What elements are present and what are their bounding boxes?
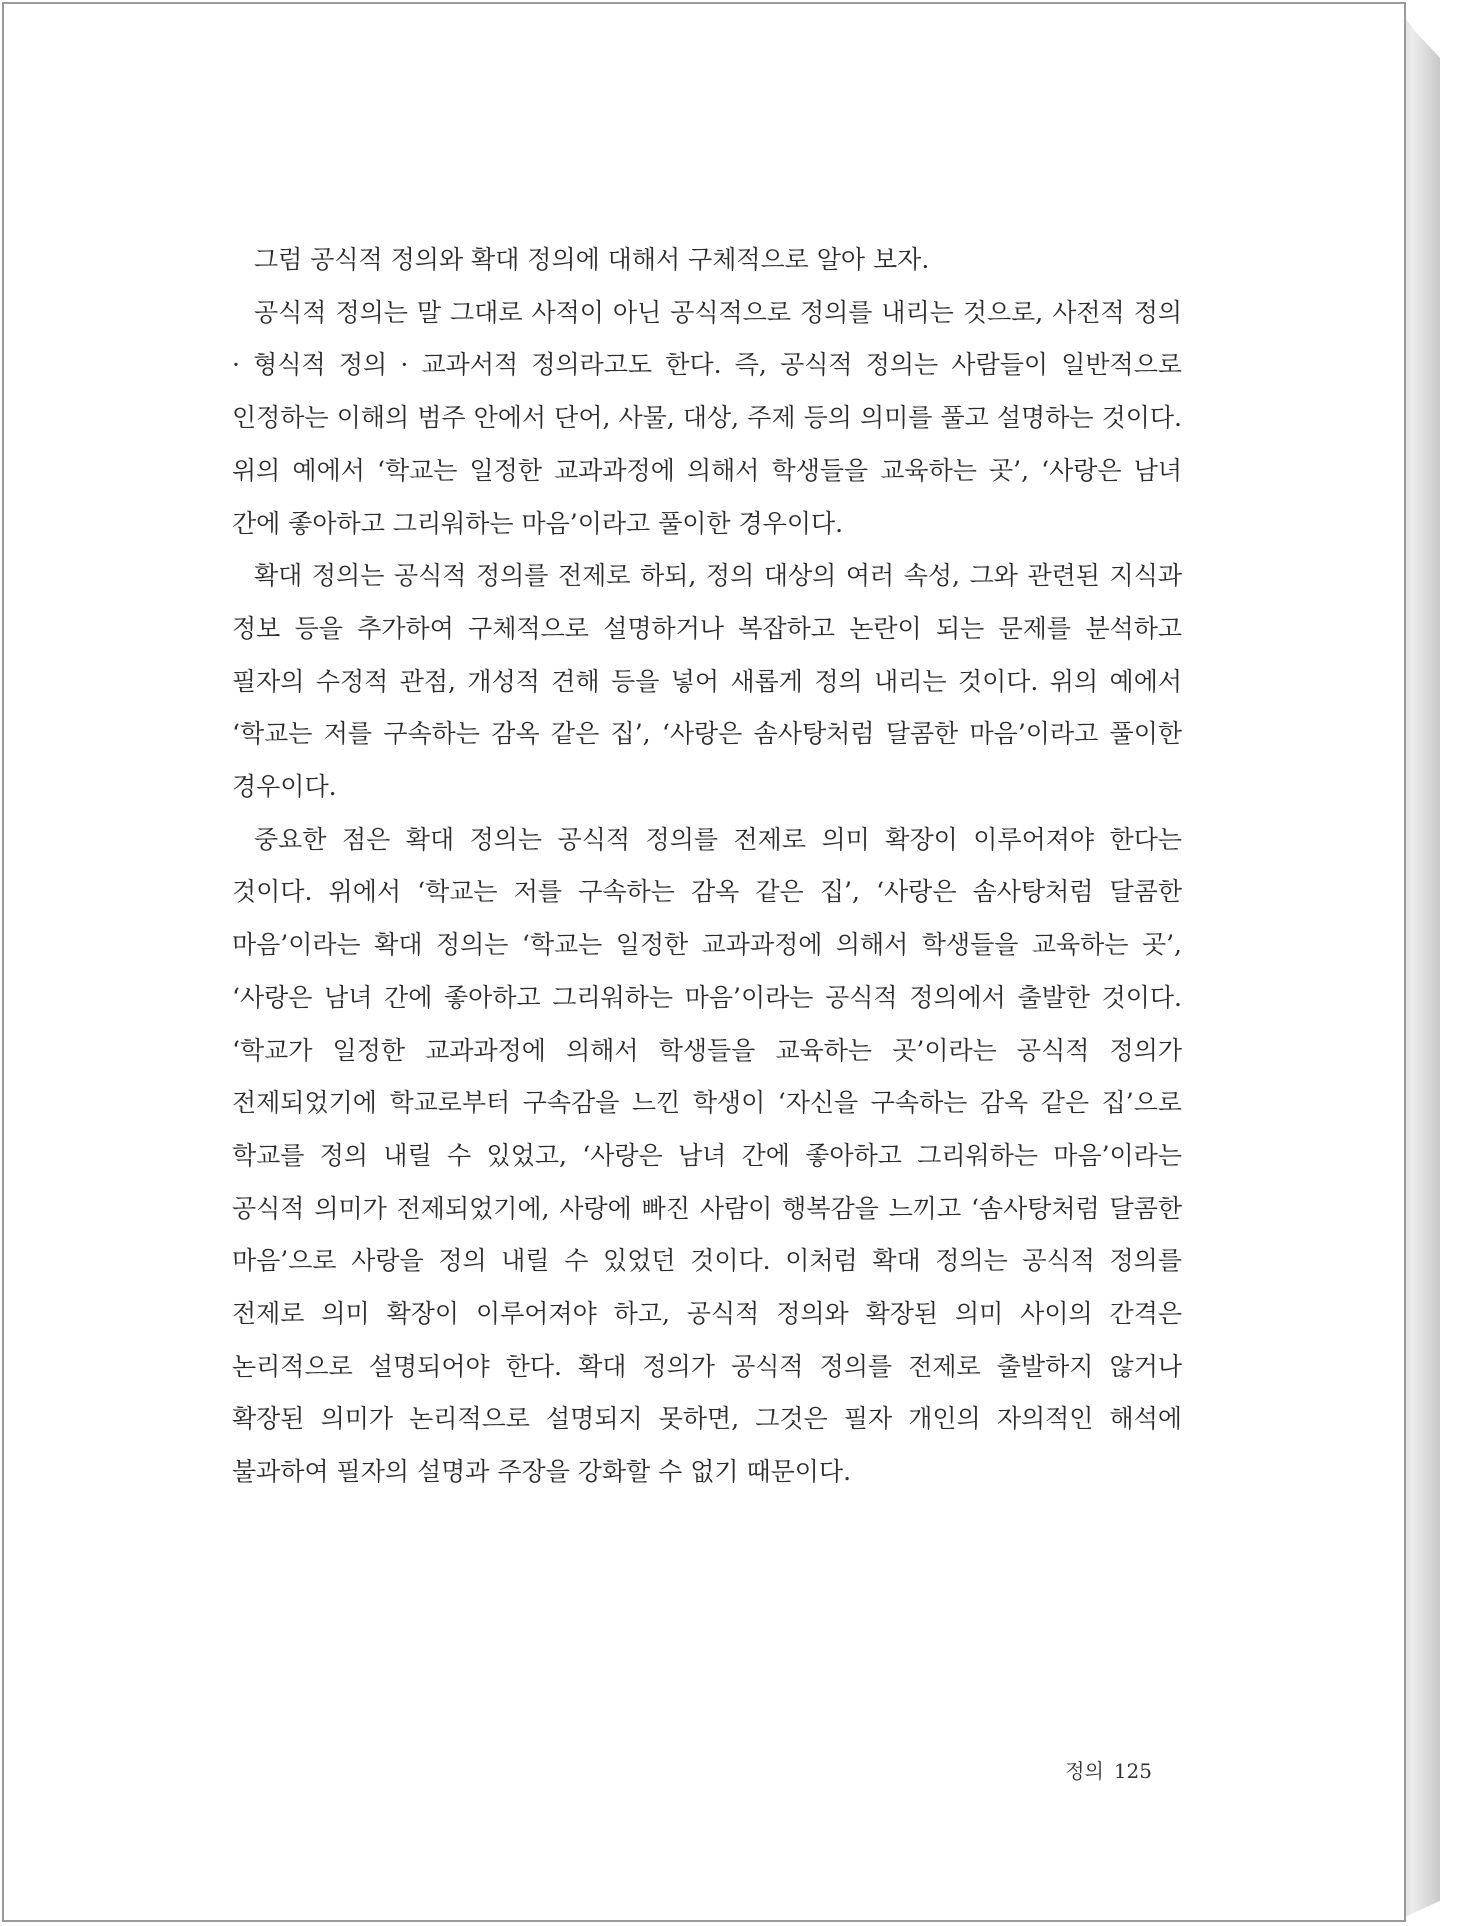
paragraph: 공식적 정의는 말 그대로 사적이 아닌 공식적으로 정의를 내리는 것으로, 사전적 정의 · 형식적 정의 · 교과서적 정의라고도 한다. 즉, 공식적 정의는 사람들이 일반적으로 인정하는 이해의 범주 안에서 단어, 사물, 대상, 주제 등의 의미를 풀고 설명하는 것이다. 위의 예에서 ‘학교는 일정한 교과과정에 의해서 학생들을 교육하는 곳’, ‘사랑은 남녀 간에 좋아하고 그리워하는 마음’이라고 풀이한 경우이다. [232, 297, 1182, 538]
body-text [232, 234, 1182, 1499]
page-footer [1065, 1755, 1152, 1784]
page-number: 125 [1113, 1759, 1152, 1783]
paragraph: 중요한 점은 확대 정의는 공식적 정의를 전제로 의미 확장이 이루어져야 한다는 것이다. 위에서 ‘학교는 저를 구속하는 감옥 같은 집’, ‘사랑은 솜사탕처럼 달콤한 마음’이라는 확대 정의는 ‘학교는 일정한 교과과정에 의해서 학생들을 교육하는 곳’, ‘사랑은 남녀 간에 좋아하고 그리워하는 마음’이라는 공식적 정의에서 출발한 것이다. ‘학교가 일정한 교과과정에 의해서 학생들을 교육하는 곳’이라는 공식적 정의가 전제되었기에 학교로부터 구속감을 느낀 학생이 ‘자신을 구속하는 감옥 같은 집’으로 학교를 정의 내릴 수 있었고, ‘사랑은 남녀 간에 좋아하고 그리워하는 마음’이라는 공식적 의미가 전제되었기에, 사랑에 빠진 사람이 행복감을 느끼고 ‘솜사탕처럼 달콤한 마음’으로 사랑을 정의 내릴 수 있었던 것이다. 이처럼 확대 정의는 공식적 정의를 전제로 의미 확장이 이루어져야 하고, 공식적 정의와 확장된 의미 사이의 간격은 논리적으로 설명되어야 한다. 확대 정의가 공식적 정의를 전제로 출발하지 않거나 확장된 의미가 논리적으로 설명되지 못하면, 그것은 필자 개인의 자의적인 해석에 불과하여 필자의 설명과 주장을 강화할 수 없기 때문이다. [232, 824, 1182, 1487]
book-page [2, 2, 1406, 1922]
footer-section-title: 정의 [1065, 1759, 1104, 1783]
paragraph: 그럼 공식적 정의와 확대 정의에 대해서 구체적으로 알아 보자. [254, 245, 930, 274]
paragraph: 확대 정의는 공식적 정의를 전제로 하되, 정의 대상의 여러 속성, 그와 관련된 지식과 정보 등을 추가하여 구체적으로 설명하거나 복잡하고 논란이 되는 문제를 분석하고 필자의 수정적 관점, 개성적 견해 등을 넣어 새롭게 정의 내리는 것이다. 위의 예에서 ‘학교는 저를 구속하는 감옥 같은 집’, ‘사랑은 솜사탕처럼 달콤한 마음’이라고 풀이한 경우이다. [232, 561, 1182, 802]
